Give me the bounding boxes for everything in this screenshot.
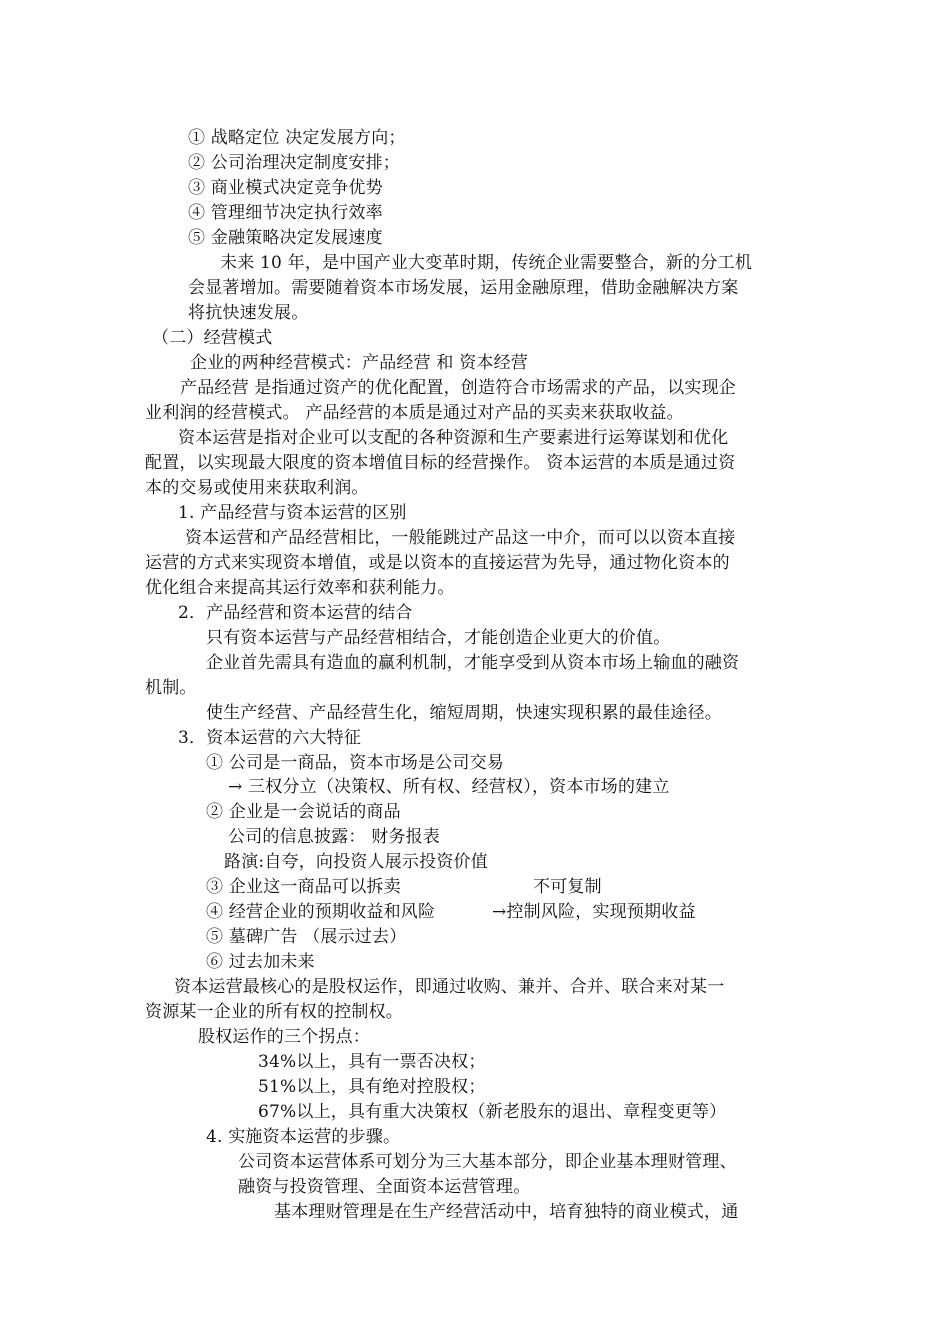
list-item: ① 公司是一商品，资本市场是公司交易 [206, 753, 505, 773]
list-item-detail: 公司的信息披露： 财务报表 [228, 827, 441, 847]
paragraph-line: 未来 10 年，是中国产业大变革时期，传统企业需要整合，新的分工机 [220, 253, 753, 273]
paragraph-line: 融资与投资管理、全面资本运营管理。 [238, 1177, 531, 1197]
list-item: 51%以上，具有绝对控股权； [258, 1077, 486, 1097]
subsection-heading: 4. 实施资本运营的步骤。 [206, 1127, 401, 1147]
paragraph-line: 资本运营和产品经营相比，一般能跳过产品这一中介，而可以以资本直接 [185, 528, 736, 548]
paragraph-line: 资源某一企业的所有权的控制权。 [145, 1002, 403, 1022]
list-item: ③ 企业这一商品可以拆卖 [206, 877, 401, 897]
list-item: ⑥ 过去加未来 [206, 952, 315, 972]
paragraph-line: 将抗快速发展。 [188, 303, 309, 323]
list-item: 34%以上，具有一票否决权； [258, 1052, 486, 1072]
paragraph-line: 业利润的经营模式。 产品经营的本质是通过对产品的买卖来获取收益。 [145, 403, 684, 423]
list-item-note: 不可复制 [533, 877, 602, 897]
list-item-governance: ② 公司治理决定制度安排； [188, 153, 401, 173]
paragraph-line: 股权运作的三个拐点： [198, 1027, 370, 1047]
list-item-detail: → 三权分立（决策权、所有权、经营权），资本市场的建立 [228, 777, 670, 797]
paragraph-line: 产品经营 是指通过资产的优化配置，创造符合市场需求的产品，以实现企 [180, 378, 737, 398]
paragraph-line: 只有资本运营与产品经营相结合，才能创造企业更大的价值。 [206, 628, 671, 648]
list-item: 67%以上，具有重大决策权（新老股东的退出、章程变更等） [258, 1102, 727, 1122]
paragraph-line: 公司资本运营体系可划分为三大基本部分，即企业基本理财管理、 [238, 1152, 737, 1172]
list-item-note: →控制风险，实现预期收益 [492, 902, 696, 922]
paragraph-line: 本的交易或使用来获取利润。 [145, 478, 369, 498]
paragraph-line: 机制。 [145, 678, 197, 698]
paragraph-line: 运营的方式来实现资本增值，或是以资本的直接运营为先导，通过物化资本的 [145, 553, 730, 573]
subsection-heading: 2．产品经营和资本运营的结合 [178, 603, 413, 623]
paragraph-line: 企业首先需具有造血的赢利机制，才能享受到从资本市场上输血的融资 [206, 653, 740, 673]
section-heading: （二）经营模式 [152, 328, 273, 348]
paragraph-line: 基本理财管理是在生产经营活动中，培育独特的商业模式，通 [274, 1202, 739, 1222]
paragraph-line: 使生产经营、产品经营生化，缩短周期，快速实现积累的最佳途径。 [206, 703, 722, 723]
list-item-business-model: ③ 商业模式决定竞争优势 [188, 178, 383, 198]
list-item: ④ 经营企业的预期收益和风险 [206, 902, 436, 922]
paragraph-line: 资本运营是指对企业可以支配的各种资源和生产要素进行运筹谋划和优化 [178, 428, 729, 448]
list-item: ⑤ 墓碑广告 （展示过去） [206, 927, 407, 947]
subsection-heading: 3．资本运营的六大特征 [178, 728, 362, 748]
paragraph-line: 优化组合来提高其运行效率和获利能力。 [145, 578, 455, 598]
list-item-finance: ⑤ 金融策略决定发展速度 [188, 228, 383, 248]
paragraph-line: 配置，以实现最大限度的资本增值目标的经营操作。 资本运营的本质是通过资 [145, 453, 736, 473]
list-item-strategy: ① 战略定位 决定发展方向； [188, 128, 406, 148]
paragraph-line: 企业的两种经营模式：产品经营 和 资本经营 [190, 353, 529, 373]
paragraph-line: 会显著增加。需要随着资本市场发展，运用金融原理，借助金融解决方案 [188, 278, 739, 298]
list-item-management: ④ 管理细节决定执行效率 [188, 203, 383, 223]
list-item-detail: 路演:自夸，向投资人展示投资价值 [224, 852, 488, 872]
paragraph-line: 资本运营最核心的是股权运作，即通过收购、兼并、合并、联合来对某一 [174, 977, 725, 997]
list-item: ② 企业是一会说话的商品 [206, 802, 401, 822]
subsection-heading: 1. 产品经营与资本运营的区别 [178, 503, 407, 523]
